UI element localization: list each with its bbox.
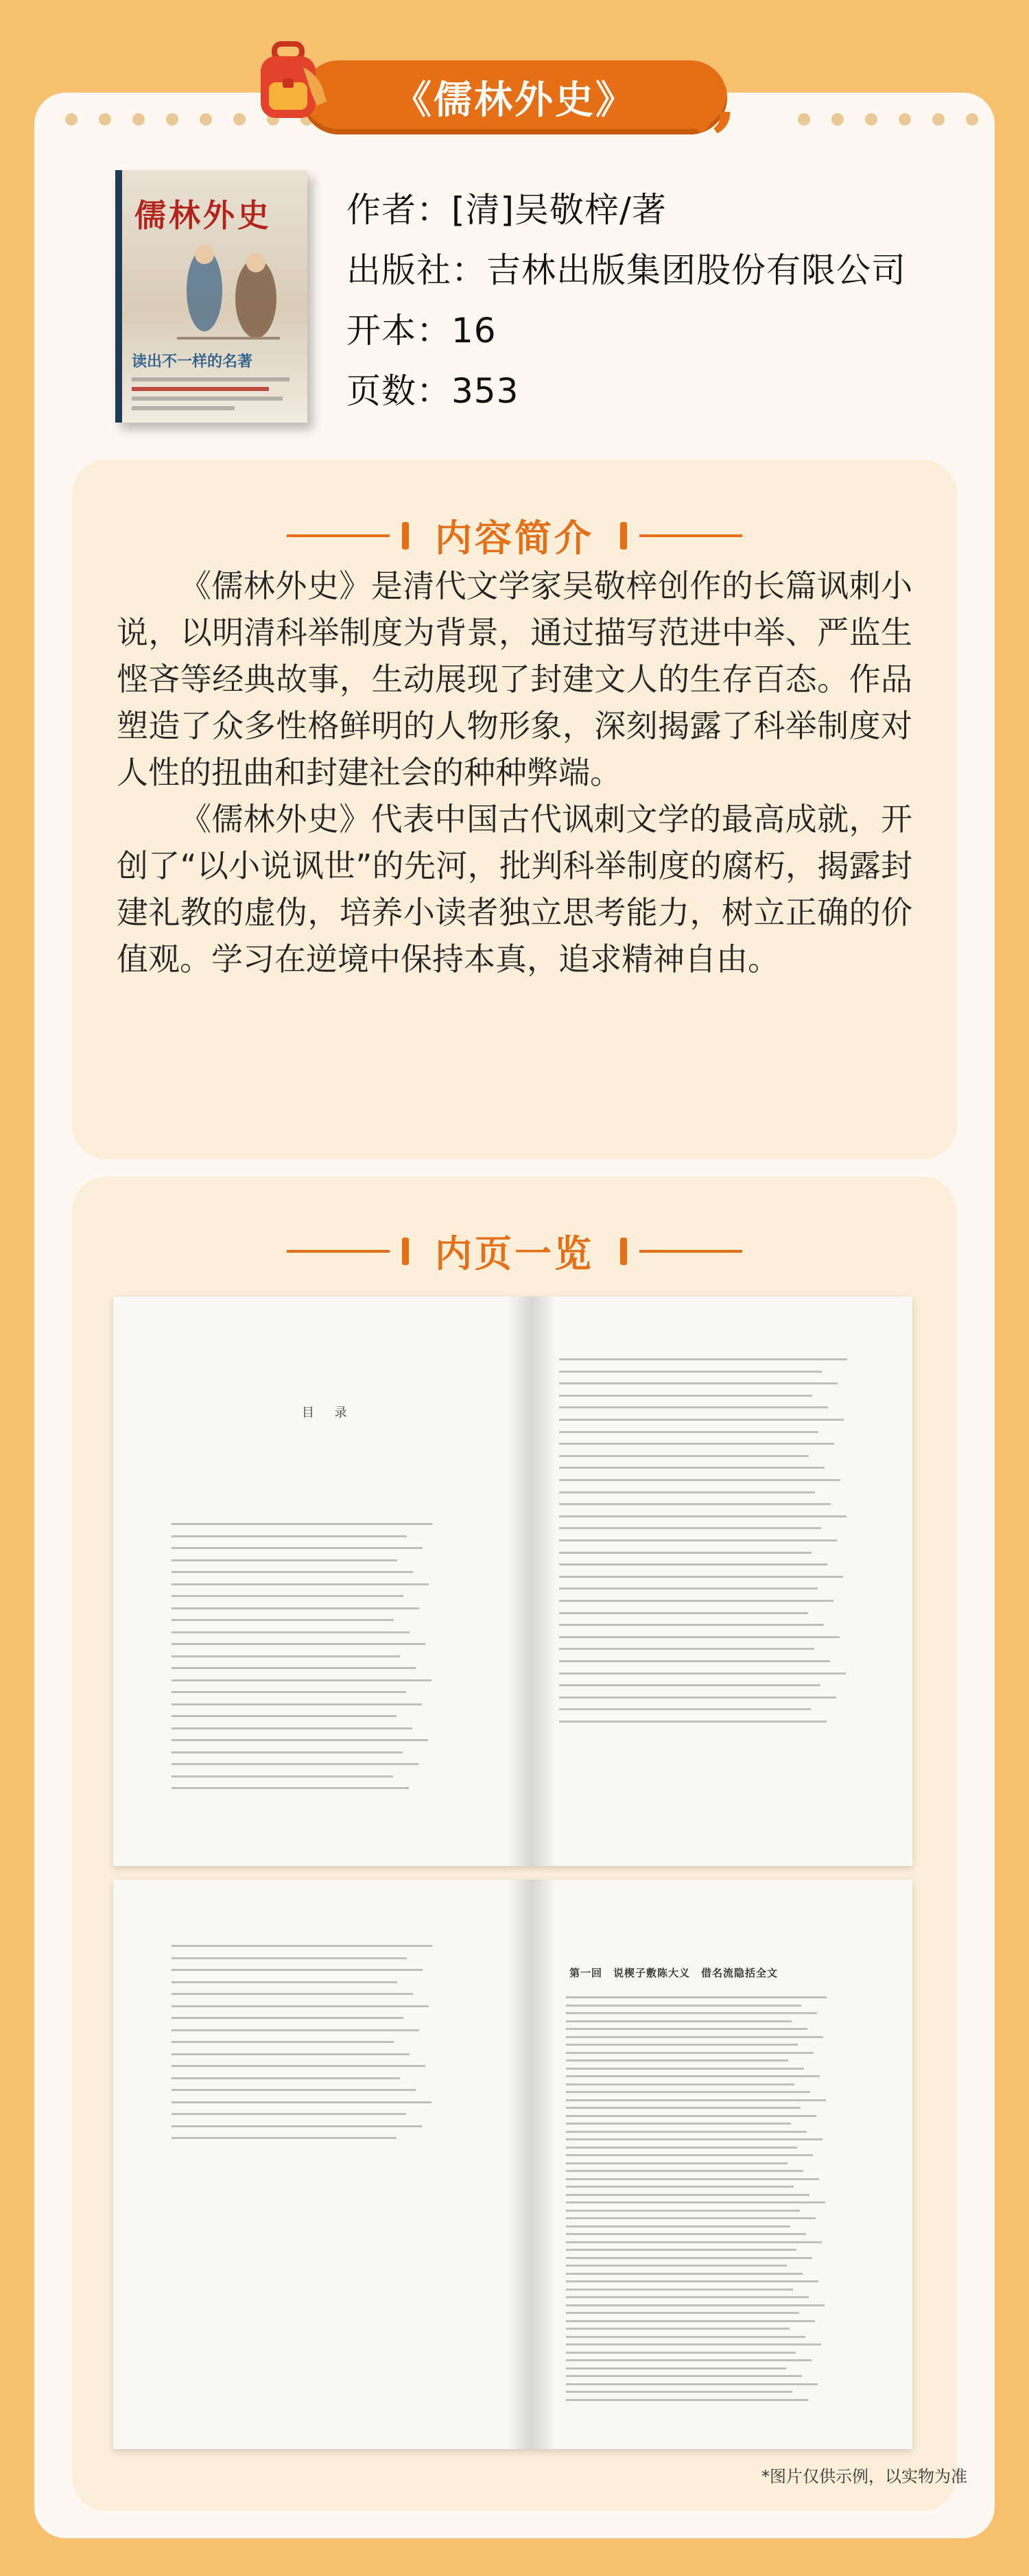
preview-panel: [72, 1177, 957, 2511]
page-text-line: [559, 1443, 834, 1445]
page-text-line: [172, 2065, 425, 2067]
intro-paragraph: 《儒林外史》代表中国古代讽刺文学的最高成就，开创了“以小说讽世”的先河，批判科举制度的腐朽，揭露封建礼教的虚伪，培养小读者独立思考能力，树立正确的价值观。学习在逆境中保持本真，追求精神自由。: [117, 801, 912, 978]
page-text-line: [566, 2210, 800, 2212]
page-text-line: [566, 2383, 818, 2385]
format-text: 开本：16: [346, 311, 497, 351]
page-text-line: [172, 1547, 423, 1549]
footnote: *图片仅供示例，以实物为准: [761, 2467, 967, 2486]
page-text-line: [172, 1643, 425, 1645]
book-cover-image: [115, 170, 307, 423]
page-text-line: [566, 2068, 804, 2070]
page-text-line: [566, 2170, 803, 2172]
page-text-line: [172, 1655, 400, 1657]
page-text-line: [559, 1527, 821, 1529]
page-text-line: [566, 2012, 817, 2014]
page-text-line: [559, 1648, 814, 1650]
backpack-icon: [255, 40, 331, 122]
inner-page-spread-toc: [113, 1297, 912, 1866]
page-text-line: [566, 2201, 825, 2203]
page-text-line: [566, 2131, 807, 2133]
page-text-line: [566, 2233, 806, 2235]
page-text-line: [566, 2391, 792, 2393]
page-text-line: [566, 2367, 786, 2370]
page-text-line: [172, 1945, 432, 1947]
page-text-line: [172, 1739, 428, 1741]
page-text-line: [172, 2137, 397, 2139]
page-text-line: [559, 1708, 811, 1710]
page-text-line: [559, 1455, 809, 1457]
preview-heading-text: 内页一览: [435, 1232, 594, 1275]
page-text-line: [566, 2052, 814, 2054]
page-text-line: [172, 1787, 409, 1789]
page-text-line: [172, 2125, 422, 2127]
page-text-line: [559, 1660, 830, 1662]
page-text-line: [559, 1539, 837, 1541]
page-text-line: [172, 1993, 413, 1995]
page-text-line: [559, 1624, 824, 1626]
page-text-line: [172, 1727, 412, 1729]
page-text-line: [559, 1395, 812, 1397]
page-text-line: [566, 2304, 825, 2306]
quote-mark-icon: ”: [693, 96, 737, 185]
page-text-line: [559, 1563, 827, 1565]
page-text-line: [172, 1763, 418, 1765]
page-text-line: [566, 2162, 788, 2164]
page-text-line: [566, 2312, 799, 2314]
page-text-line: [566, 2091, 810, 2093]
page-text-line: [172, 1679, 431, 1681]
page-text-line: [566, 2044, 798, 2046]
page-text-line: [172, 1981, 397, 1983]
toc-title: 目 录: [302, 1406, 355, 1420]
publisher-text: 出版社：吉林出版集团股份有限公司: [346, 250, 906, 290]
page-text-line: [566, 2028, 807, 2030]
page-text-line: [559, 1612, 808, 1614]
page-text-line: [566, 2241, 822, 2243]
page-text-line: [172, 2113, 406, 2115]
page-text-line: [172, 2077, 400, 2079]
page-text-line: [566, 2107, 801, 2109]
page-text-line: [566, 2336, 805, 2338]
preview-heading: [72, 1225, 957, 1277]
page-text-line: [559, 1684, 820, 1686]
page-text-line: [566, 2147, 797, 2149]
page-text-line: [566, 2249, 796, 2251]
page-text-line: [566, 2083, 794, 2085]
page-text-line: [172, 1751, 403, 1753]
page-text-line: [172, 1703, 422, 1705]
page-text-line: [566, 2115, 816, 2117]
page-text-line: [566, 2036, 823, 2038]
page-text-line: [566, 2320, 815, 2322]
page-text-line: [559, 1382, 838, 1384]
page-text-line: [566, 2075, 820, 2077]
page-text-line: [172, 2089, 416, 2091]
page-text-line: [172, 1775, 393, 1777]
page-text-line: [559, 1697, 836, 1699]
page-text-line: [566, 2352, 796, 2354]
page-text-line: [566, 2375, 802, 2377]
page-text-line: [566, 2154, 813, 2156]
page-text-line: [559, 1371, 822, 1373]
page-text-line: [172, 1571, 413, 1573]
page-text-line: [559, 1479, 840, 1481]
page-text-line: [172, 1559, 397, 1561]
page-text-line: [172, 1583, 429, 1585]
page-text-line: [559, 1515, 847, 1517]
page-text-line: [566, 2280, 818, 2282]
page-text-line: [172, 1667, 416, 1669]
cover-title: 儒林外史: [134, 197, 272, 234]
page-text-line: [172, 1969, 423, 1971]
page-text-line: [559, 1576, 843, 1578]
page-text-line: [172, 2101, 431, 2103]
inner-page-spread-chapter: [113, 1880, 912, 2449]
page-text-line: [172, 1957, 407, 1959]
cover-illustration-icon: [163, 242, 294, 345]
page-text-line: [172, 2041, 394, 2043]
page-text-line: [559, 1491, 815, 1493]
page-text-line: [172, 2017, 403, 2019]
page-text-line: [172, 1607, 419, 1609]
page-title: 《儒林外史》: [393, 78, 636, 123]
page-text-line: [559, 1600, 833, 1602]
decor-dots-right: [798, 113, 978, 126]
chapter-heading: 第一回 说楔子敷陈大义 借名流隐括全文: [569, 1967, 779, 1979]
intro-heading: [72, 509, 957, 562]
page-text-line: [559, 1721, 827, 1723]
page-text-line: [566, 2257, 812, 2259]
author-text: 作者：[清]吴敬梓/著: [346, 190, 667, 230]
page-text-line: [566, 2059, 788, 2061]
page-text-line: [559, 1503, 831, 1505]
page-text-line: [172, 2029, 419, 2031]
page-text-line: [566, 2399, 808, 2401]
page-text-line: [559, 1552, 812, 1554]
page-text-line: [566, 2296, 809, 2298]
page-text-line: [172, 1715, 397, 1717]
page-text-line: [566, 2273, 803, 2275]
page-text-line: [566, 2343, 821, 2345]
page-text-line: [559, 1587, 818, 1590]
intro-heading-text: 内容简介: [435, 517, 594, 560]
page-text-line: [566, 2217, 816, 2219]
page-text-line: [559, 1467, 825, 1469]
intro-body: [117, 563, 912, 982]
page-text-line: [559, 1419, 844, 1421]
page-text-line: [566, 2099, 826, 2101]
page-text-line: [566, 2005, 801, 2007]
intro-paragraph: 《儒林外史》是清代文学家吴敬梓创作的长篇讽刺小说，以明清科举制度为背景，通过描写范进中举、严监生悭吝等经典故事，生动展现了封建文人的生存百态。作品塑造了众多性格鲜明的人物形象，深刻揭露了科举制度对人性的扭曲和封建社会的种种弊端。: [117, 567, 912, 791]
page-text-line: [566, 2123, 791, 2125]
page-text-line: [559, 1406, 828, 1408]
page-text-line: [566, 2289, 793, 2291]
book-info: [346, 180, 906, 421]
page-text-line: [172, 2005, 429, 2007]
page-count-text: 页数：353: [346, 371, 519, 411]
page-text-line: [559, 1673, 846, 1675]
page-text-line: [172, 1595, 403, 1597]
page-text-line: [559, 1636, 840, 1638]
page-text-line: [566, 2020, 792, 2022]
page-text-line: [172, 1631, 410, 1633]
page-text-line: [566, 2138, 823, 2140]
page-text-line: [559, 1431, 818, 1433]
page-text-line: [566, 2359, 812, 2361]
cover-tagline: 读出不一样的名著: [132, 353, 253, 370]
page-text-line: [566, 2194, 809, 2196]
page-text-line: [172, 1691, 406, 1693]
page-text-line: [172, 1619, 394, 1621]
page-text-line: [172, 1535, 407, 1537]
page-text-line: [566, 2225, 790, 2228]
page-text-line: [566, 2265, 787, 2267]
page-text-line: [559, 1358, 847, 1360]
page-text-line: [566, 2178, 819, 2180]
page-text-line: [172, 2053, 410, 2055]
page-text-line: [172, 1523, 432, 1525]
page-text-line: [566, 2328, 790, 2330]
intro-panel: [72, 460, 957, 1159]
page-text-line: [566, 2186, 794, 2188]
page-text-line: [566, 1996, 827, 1998]
title-banner: [302, 60, 727, 134]
